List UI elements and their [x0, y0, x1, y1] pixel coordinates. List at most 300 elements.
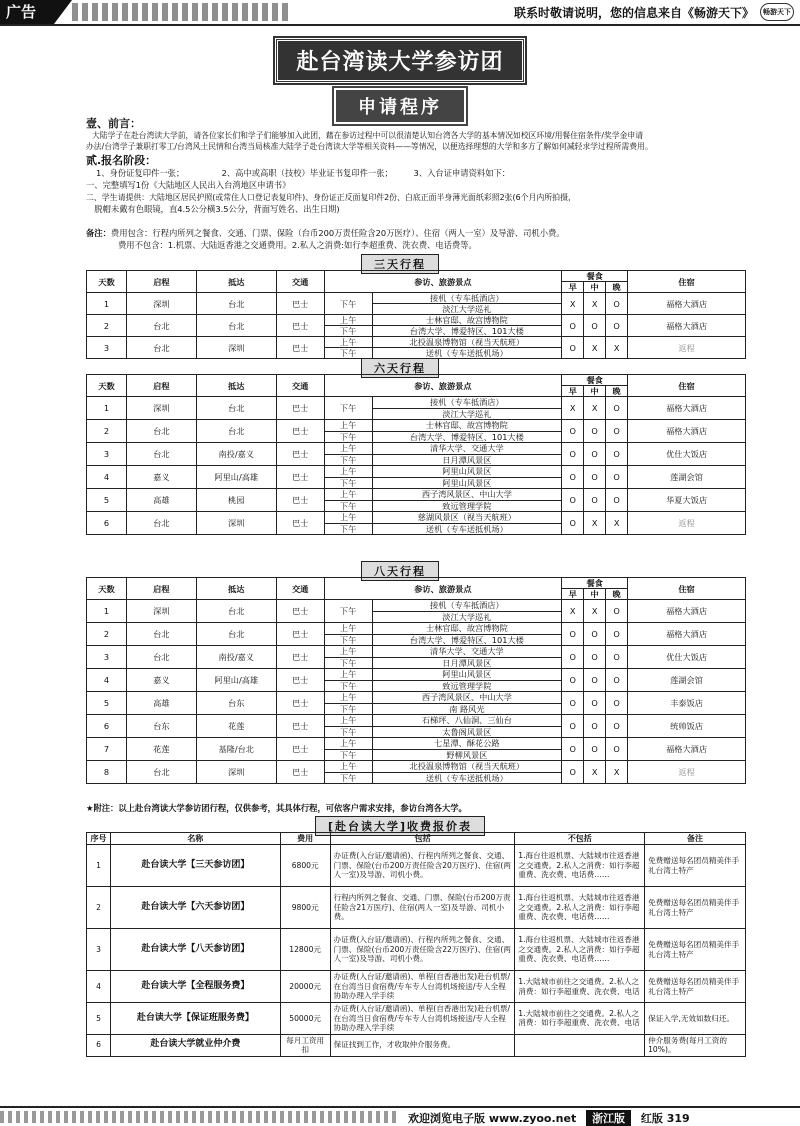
preface-line2: 办法/台湾学子兼职打零工/台湾风土民情和台湾当局核准大陆学子赴台湾读大学等相关资料——等情况，以便选择理想的大学和多方了解如何减轻求学过程所需费用。 — [86, 142, 653, 151]
fee-cell-remark: 免费赠送每名团员精美伴手礼台湾土特产 — [645, 845, 746, 887]
col-header-to: 抵达 — [196, 271, 276, 293]
cell-spot: 七星潭、酥花公路 — [372, 738, 562, 750]
cell-tr: 巴士 — [276, 489, 324, 512]
cell-day: 4 — [87, 466, 127, 489]
cell-period: 上午 — [324, 420, 372, 432]
cell-meal-b: O — [562, 623, 584, 646]
cell-period: 下午 — [324, 293, 372, 315]
cell-spot: 淡江大学巡礼 — [372, 408, 562, 420]
fee-cell-remark: 保证入学,无效如数归还。 — [645, 1003, 746, 1035]
cell-hotel: 优仕大饭店 — [628, 646, 746, 669]
col-header-transport: 交通 — [276, 578, 324, 600]
cell-day: 7 — [87, 738, 127, 761]
cell-tr: 巴士 — [276, 420, 324, 443]
fee-row — [87, 929, 746, 971]
cell-period: 下午 — [324, 431, 372, 443]
col-header-breakfast: 早 — [562, 589, 584, 600]
cell-spot: 士林官邸、故宫博物院 — [372, 623, 562, 635]
table-row — [87, 443, 746, 455]
cell-to: 台北 — [196, 420, 276, 443]
table-row — [87, 669, 746, 681]
cell-meal-d: O — [606, 420, 628, 443]
cell-meal-d: O — [606, 623, 628, 646]
cell-period: 下午 — [324, 657, 372, 669]
table-row — [87, 315, 746, 326]
table-row — [87, 397, 746, 409]
cell-day: 5 — [87, 489, 127, 512]
cell-meal-b: X — [562, 600, 584, 623]
cell-from: 深圳 — [126, 397, 196, 420]
cell-spot: 野柳风景区 — [372, 749, 562, 761]
cell-spot: 阿里山风景区 — [372, 466, 562, 478]
col-header-to: 抵达 — [196, 375, 276, 397]
fee-cell-name: 赴台读大学【全程服务费】 — [110, 971, 280, 1003]
fee-cell-exclude: 1.海台往返机票、大陆城市往返香港之交通费。2.私人之消费：如行李超重费、洗衣费、电话费…… — [515, 845, 645, 887]
cell-to: 台东 — [196, 692, 276, 715]
col-header-dinner: 晚 — [606, 282, 628, 293]
cell-spot: 送机（专车送抵机场） — [372, 523, 562, 535]
fee-cell-exclude: 1.海台往返机票、大陆城市往返香港之交通费。2.私人之消费：如行李超重费、洗衣费、电话费…… — [515, 887, 645, 929]
signup-item-c: 脱帽未戴有色眼镜，直4.5公分横3.5公分，背面写姓名、出生日期) — [86, 204, 340, 214]
footer-edition: 浙江版 — [586, 1110, 631, 1126]
cell-period: 上午 — [324, 738, 372, 750]
cell-period: 上午 — [324, 715, 372, 727]
fee-cell-no: 6 — [87, 1034, 111, 1056]
cell-meal-l: X — [584, 293, 606, 315]
cell-period: 下午 — [324, 454, 372, 466]
col-header-meals: 餐食 — [562, 375, 628, 386]
cell-hotel: 莲湖会馆 — [628, 669, 746, 692]
table-row — [87, 337, 746, 348]
cell-tr: 巴士 — [276, 623, 324, 646]
fee-row — [87, 1003, 746, 1035]
cell-period: 上午 — [324, 337, 372, 348]
cell-meal-d: O — [606, 315, 628, 337]
fee-cell-fee: 20000元 — [280, 971, 330, 1003]
preface-heading: 壹、前言： — [86, 117, 141, 130]
header-row — [87, 578, 746, 589]
fee-cell-no: 2 — [87, 887, 111, 929]
cell-tr: 巴士 — [276, 600, 324, 623]
page-footer — [0, 1106, 800, 1126]
cell-period: 下午 — [324, 772, 372, 784]
fee-cell-include: 办证费(入台证/邀请函)、行程内所列之餐食、交通、门票、保险(台币200万责任险含22万医疗)、住宿(两人一室)及导游、司机小费。 — [330, 929, 515, 971]
cell-meal-d: O — [606, 692, 628, 715]
itinerary-3day-table — [86, 270, 746, 359]
fee-cell-remark: 免费赠送每名团员精美伴手礼台湾土特产 — [645, 929, 746, 971]
signup-heading: 贰.报名阶段： — [86, 154, 157, 167]
cell-meal-l: O — [584, 646, 606, 669]
cell-period: 下午 — [324, 397, 372, 420]
fee-cell-exclude: 1.海台往返机票、大陆城市往返香港之交通费。2.私人之消费：如行李超重费、洗衣费、电话费…… — [515, 929, 645, 971]
cell-spot: 西子湾风景区、中山大学 — [372, 692, 562, 704]
cell-to: 台北 — [196, 623, 276, 646]
cell-tr: 巴士 — [276, 761, 324, 784]
cell-to: 台北 — [196, 293, 276, 315]
fee-col-include: 包括 — [330, 833, 515, 845]
fee-caption: [赴台读大学]收费报价表 — [315, 816, 485, 836]
fee-cell-name: 赴台读大学就业仲介费 — [110, 1034, 280, 1056]
cell-period: 下午 — [324, 749, 372, 761]
cell-period: 下午 — [324, 523, 372, 535]
col-header-breakfast: 早 — [562, 282, 584, 293]
fee-row — [87, 845, 746, 887]
cell-day: 2 — [87, 315, 127, 337]
main-title: 赴台湾读大学参访团 — [275, 38, 524, 83]
cell-meal-l: O — [584, 466, 606, 489]
cell-day: 4 — [87, 669, 127, 692]
table-row — [87, 738, 746, 750]
itinerary-footnote: ★附注：以上赴台湾读大学参访团行程，仅供参考，其具体行程，可依客户需求安排，参访台湾各大学。 — [86, 803, 467, 813]
cell-from: 深圳 — [126, 293, 196, 315]
cell-meal-l: O — [584, 692, 606, 715]
cell-to: 深圳 — [196, 337, 276, 359]
cell-from: 花莲 — [126, 738, 196, 761]
cell-to: 台北 — [196, 315, 276, 337]
preface-line1: 大陆学子在赴台湾读大学前，请各位家长们和学子们能够加入此团，藉在参访过程中可以很清楚认知台湾各大学的基本情况如校区环境/用餐住宿条件/奖学金申请 — [92, 131, 644, 140]
itinerary-6day-table — [86, 374, 746, 535]
cell-hotel: 返程 — [628, 512, 746, 535]
cell-from: 高雄 — [126, 692, 196, 715]
magazine-logo: 畅游天下 — [760, 3, 794, 21]
cell-meal-b: X — [562, 293, 584, 315]
itinerary-8day-table — [86, 577, 746, 784]
cell-meal-b: O — [562, 715, 584, 738]
cell-tr: 巴士 — [276, 512, 324, 535]
itin6-caption: 六天行程 — [361, 358, 439, 378]
cell-hotel: 福格大酒店 — [628, 420, 746, 443]
footer-text — [408, 1110, 690, 1126]
cell-meal-d: X — [606, 512, 628, 535]
cell-meal-l: O — [584, 420, 606, 443]
cell-spot: 清华大学、交通大学 — [372, 443, 562, 455]
fee-row — [87, 1034, 746, 1056]
fee-cell-include: 保证找到工作，才收取仲介服务费。 — [330, 1034, 515, 1056]
cell-tr: 巴士 — [276, 692, 324, 715]
cell-day: 1 — [87, 600, 127, 623]
cell-to: 台北 — [196, 600, 276, 623]
cell-meal-b: O — [562, 738, 584, 761]
col-header-hotel: 住宿 — [628, 375, 746, 397]
col-header-from: 启程 — [126, 578, 196, 600]
cell-tr: 巴士 — [276, 646, 324, 669]
table-row — [87, 293, 746, 304]
col-header-to: 抵达 — [196, 578, 276, 600]
cell-meal-l: O — [584, 443, 606, 466]
cell-period: 下午 — [324, 680, 372, 692]
cell-period: 下午 — [324, 726, 372, 738]
cell-period: 上午 — [324, 646, 372, 658]
fee-cell-fee: 12800元 — [280, 929, 330, 971]
signup-item-a: 一、完整填写1份《大陆地区人民出入台湾地区申请书》 — [86, 180, 291, 190]
cell-hotel: 福格大酒店 — [628, 315, 746, 337]
header-row — [87, 271, 746, 282]
fee-cell-no: 3 — [87, 929, 111, 971]
cell-day: 3 — [87, 443, 127, 466]
col-header-day: 天数 — [87, 375, 127, 397]
cell-meal-l: X — [584, 761, 606, 784]
cell-tr: 巴士 — [276, 466, 324, 489]
cell-day: 2 — [87, 623, 127, 646]
cell-hotel: 福格大酒店 — [628, 623, 746, 646]
cell-hotel: 返程 — [628, 761, 746, 784]
cell-meal-b: O — [562, 466, 584, 489]
cell-from: 高雄 — [126, 489, 196, 512]
cell-spot: 西子湾风景区、中山大学 — [372, 489, 562, 501]
cell-day: 2 — [87, 420, 127, 443]
cell-period: 下午 — [324, 477, 372, 489]
cell-spot: 送机（专车送抵机场） — [372, 348, 562, 359]
cell-meal-l: X — [584, 600, 606, 623]
cell-meal-d: O — [606, 489, 628, 512]
cell-period: 下午 — [324, 703, 372, 715]
table-row — [87, 489, 746, 501]
col-header-spots: 参访、旅游景点 — [324, 375, 562, 397]
cell-spot: 阿里山风景区 — [372, 477, 562, 489]
itin8-caption: 八天行程 — [361, 561, 439, 581]
cell-period: 下午 — [324, 326, 372, 337]
cell-period: 下午 — [324, 500, 372, 512]
fee-cell-fee: 9800元 — [280, 887, 330, 929]
fee-col-name: 名称 — [110, 833, 280, 845]
fee-cell-no: 5 — [87, 1003, 111, 1035]
cell-meal-d: O — [606, 738, 628, 761]
cell-tr: 巴士 — [276, 738, 324, 761]
cell-meal-d: O — [606, 397, 628, 420]
cell-to: 台北 — [196, 397, 276, 420]
fee-cell-no: 4 — [87, 971, 111, 1003]
col-header-dinner: 晚 — [606, 589, 628, 600]
cell-period: 下午 — [324, 634, 372, 646]
col-header-lunch: 中 — [584, 282, 606, 293]
cell-spot: 日月潭风景区 — [372, 454, 562, 466]
fee-cell-exclude: 1.大陆城市前往之交通费。2.私人之消费：如行李超重费、洗衣费、电话 — [515, 1003, 645, 1035]
cell-from: 深圳 — [126, 600, 196, 623]
fee-row — [87, 971, 746, 1003]
cell-day: 5 — [87, 692, 127, 715]
cell-meal-l: O — [584, 669, 606, 692]
cell-spot: 北投温泉博物馆（视当天航班） — [372, 761, 562, 773]
table-row — [87, 715, 746, 727]
footer-welcome: 欢迎浏览电子版 www.zyoo.net — [408, 1112, 577, 1125]
cell-tr: 巴士 — [276, 397, 324, 420]
cell-hotel: 华夏大饭店 — [628, 489, 746, 512]
col-header-from: 启程 — [126, 271, 196, 293]
cell-hotel: 莲湖会馆 — [628, 466, 746, 489]
table-row — [87, 761, 746, 773]
cell-to: 阿里山/高雄 — [196, 669, 276, 692]
cell-tr: 巴士 — [276, 293, 324, 315]
cell-spot: 致远管理学院 — [372, 680, 562, 692]
cell-spot: 阿里山风景区 — [372, 669, 562, 681]
cell-day: 1 — [87, 293, 127, 315]
fee-cell-include: 办证费(入台证/邀请函)、行程内所列之餐食、交通、门票、保险(台币200万责任险含20万医疗)、住宿(两人一室)及导游、司机小费。 — [330, 845, 515, 887]
cell-spot: 南 路风光 — [372, 703, 562, 715]
fee-cell-fee: 50000元 — [280, 1003, 330, 1035]
cell-from: 台北 — [126, 337, 196, 359]
remarks-include: 费用包含：行程内所列之餐食、交通、门票、保险（台币200万责任险含20万医疗）、住宿（两人一室）及导游、司机小费。 — [110, 228, 565, 238]
title-block — [0, 38, 800, 83]
col-header-meals: 餐食 — [562, 271, 628, 282]
fee-col-exclude: 不包括 — [515, 833, 645, 845]
cell-hotel: 返程 — [628, 337, 746, 359]
cell-meal-l: O — [584, 623, 606, 646]
cell-spot: 清华大学、交通大学 — [372, 646, 562, 658]
fee-cell-name: 赴台读大学【六天参访团】 — [110, 887, 280, 929]
cell-spot: 淡江大学巡礼 — [372, 611, 562, 623]
table-row — [87, 420, 746, 432]
cell-hotel: 福格大酒店 — [628, 738, 746, 761]
cell-meal-l: X — [584, 512, 606, 535]
footer-color: 红版 — [640, 1112, 663, 1125]
col-header-spots: 参访、旅游景点 — [324, 578, 562, 600]
cell-tr: 巴士 — [276, 337, 324, 359]
cell-day: 6 — [87, 512, 127, 535]
col-header-day: 天数 — [87, 271, 127, 293]
cell-meal-b: O — [562, 669, 584, 692]
cell-period: 上午 — [324, 466, 372, 478]
fee-row — [87, 887, 746, 929]
cell-spot: 台湾大学、博爱特区、101大楼 — [372, 634, 562, 646]
cell-meal-l: X — [584, 397, 606, 420]
cell-meal-d: O — [606, 443, 628, 466]
table-row — [87, 466, 746, 478]
fee-cell-include: 办证费(入台证/邀请函)、单程(自香港出发)赴台机票/在台湾当日食宿费/专车专人台湾机场接送/专人全程协助办理入学手续 — [330, 1003, 515, 1035]
cell-meal-l: O — [584, 738, 606, 761]
cell-to: 花莲 — [196, 715, 276, 738]
cell-from: 台北 — [126, 512, 196, 535]
cell-meal-l: O — [584, 315, 606, 337]
cell-meal-d: X — [606, 337, 628, 359]
cell-meal-d: O — [606, 715, 628, 738]
signup-item-b: 二、学生请提供：大陆地区居民护照(或常住人口登记表复印件)、身份证正反面复印件2份、白底正面半身薄光面纸彩照2张(6个月内所拍摄， — [86, 193, 576, 202]
cell-day: 6 — [87, 715, 127, 738]
cell-tr: 巴士 — [276, 315, 324, 337]
cell-period: 上午 — [324, 761, 372, 773]
fee-cell-include: 行程内所列之餐食、交通、门票、保险(台币200万责任险含21万医疗)、住宿(两人一室)及导游、司机小费。 — [330, 887, 515, 929]
cell-period: 上午 — [324, 623, 372, 635]
fee-cell-remark: 免费赠送每名团员精美伴手礼台湾土特产 — [645, 971, 746, 1003]
cell-to: 南投/嘉义 — [196, 443, 276, 466]
cell-spot: 送机（专车送抵机场） — [372, 772, 562, 784]
col-header-day: 天数 — [87, 578, 127, 600]
cell-meal-b: O — [562, 315, 584, 337]
fee-col-fee: 费用 — [280, 833, 330, 845]
fee-cell-fee: 每月工资用扣 — [280, 1034, 330, 1056]
cell-to: 南投/嘉义 — [196, 646, 276, 669]
table-row — [87, 646, 746, 658]
cell-meal-d: O — [606, 600, 628, 623]
cell-spot: 接机（专车抵酒店） — [372, 600, 562, 612]
fee-cell-fee: 6800元 — [280, 845, 330, 887]
col-header-spots: 参访、旅游景点 — [324, 271, 562, 293]
ad-tag: 广告 — [0, 0, 54, 24]
cell-period: 上午 — [324, 443, 372, 455]
fee-cell-exclude — [515, 1034, 645, 1056]
cell-to: 基隆/台北 — [196, 738, 276, 761]
cell-from: 台东 — [126, 715, 196, 738]
cell-spot: 太鲁阁风景区 — [372, 726, 562, 738]
page-header — [0, 0, 800, 26]
fee-col-no: 序号 — [87, 833, 111, 845]
cell-meal-l: O — [584, 489, 606, 512]
cell-spot: 慈湖风景区（视当天航班） — [372, 512, 562, 524]
cell-tr: 巴士 — [276, 443, 324, 466]
fee-cell-name: 赴台读大学【八天参访团】 — [110, 929, 280, 971]
header-slogan: 联系时敬请说明，您的信息来自《畅游天下》 — [513, 6, 754, 20]
cell-meal-b: O — [562, 489, 584, 512]
footer-pattern — [0, 1111, 400, 1123]
cell-spot: 接机（专车抵酒店） — [372, 397, 562, 409]
fee-table — [86, 832, 746, 1057]
remarks-exclude: 费用不包含：1.机票、大陆返香港之交通费用。2.私人之消费:如行李超重费、洗衣费、电话费等。 — [118, 240, 477, 250]
header-pattern — [72, 3, 292, 21]
cell-spot: 北投温泉博物馆（视当天航班） — [372, 337, 562, 348]
cell-spot: 日月潭风景区 — [372, 657, 562, 669]
cell-day: 1 — [87, 397, 127, 420]
cell-period: 上午 — [324, 512, 372, 524]
cell-from: 台北 — [126, 623, 196, 646]
cell-spot: 淡江大学巡礼 — [372, 304, 562, 315]
cell-meal-d: O — [606, 646, 628, 669]
page-number: 319 — [666, 1112, 690, 1125]
cell-period: 下午 — [324, 600, 372, 623]
cell-meal-b: O — [562, 761, 584, 784]
cell-hotel: 优仕大饭店 — [628, 443, 746, 466]
header-slope — [54, 0, 72, 24]
cell-to: 阿里山/高雄 — [196, 466, 276, 489]
itin3-caption: 三天行程 — [361, 254, 439, 274]
cell-from: 台北 — [126, 646, 196, 669]
cell-meal-b: O — [562, 337, 584, 359]
col-header-lunch: 中 — [584, 386, 606, 397]
cell-meal-d: O — [606, 669, 628, 692]
cell-meal-b: O — [562, 420, 584, 443]
cell-from: 台北 — [126, 443, 196, 466]
cell-tr: 巴士 — [276, 669, 324, 692]
table-row — [87, 600, 746, 612]
col-header-hotel: 住宿 — [628, 271, 746, 293]
cell-spot: 台湾大学、博爱特区、101大楼 — [372, 326, 562, 337]
cell-day: 3 — [87, 646, 127, 669]
fee-cell-remark: 免费赠送每名团员精美伴手礼台湾土特产 — [645, 887, 746, 929]
fee-cell-no: 1 — [87, 845, 111, 887]
cell-meal-l: X — [584, 337, 606, 359]
cell-period: 上午 — [324, 669, 372, 681]
cell-spot: 士林官邸、故宫博物院 — [372, 420, 562, 432]
subtitle: 申请程序 — [334, 88, 466, 124]
cell-from: 台北 — [126, 761, 196, 784]
cell-period: 上午 — [324, 692, 372, 704]
cell-day: 3 — [87, 337, 127, 359]
cell-spot: 致远管理学院 — [372, 500, 562, 512]
cell-to: 深圳 — [196, 761, 276, 784]
col-header-lunch: 中 — [584, 589, 606, 600]
cell-from: 嘉义 — [126, 466, 196, 489]
fee-cell-remark: 仲介服务费(每月工资的10%)。 — [645, 1034, 746, 1056]
table-row — [87, 692, 746, 704]
col-header-transport: 交通 — [276, 375, 324, 397]
cell-meal-b: X — [562, 397, 584, 420]
cell-meal-b: O — [562, 646, 584, 669]
header-row — [87, 375, 746, 386]
cell-hotel: 福格大酒店 — [628, 397, 746, 420]
cell-meal-b: O — [562, 443, 584, 466]
cell-hotel: 福格大酒店 — [628, 600, 746, 623]
cell-hotel: 统帅饭店 — [628, 715, 746, 738]
cell-meal-l: O — [584, 715, 606, 738]
cell-from: 嘉义 — [126, 669, 196, 692]
